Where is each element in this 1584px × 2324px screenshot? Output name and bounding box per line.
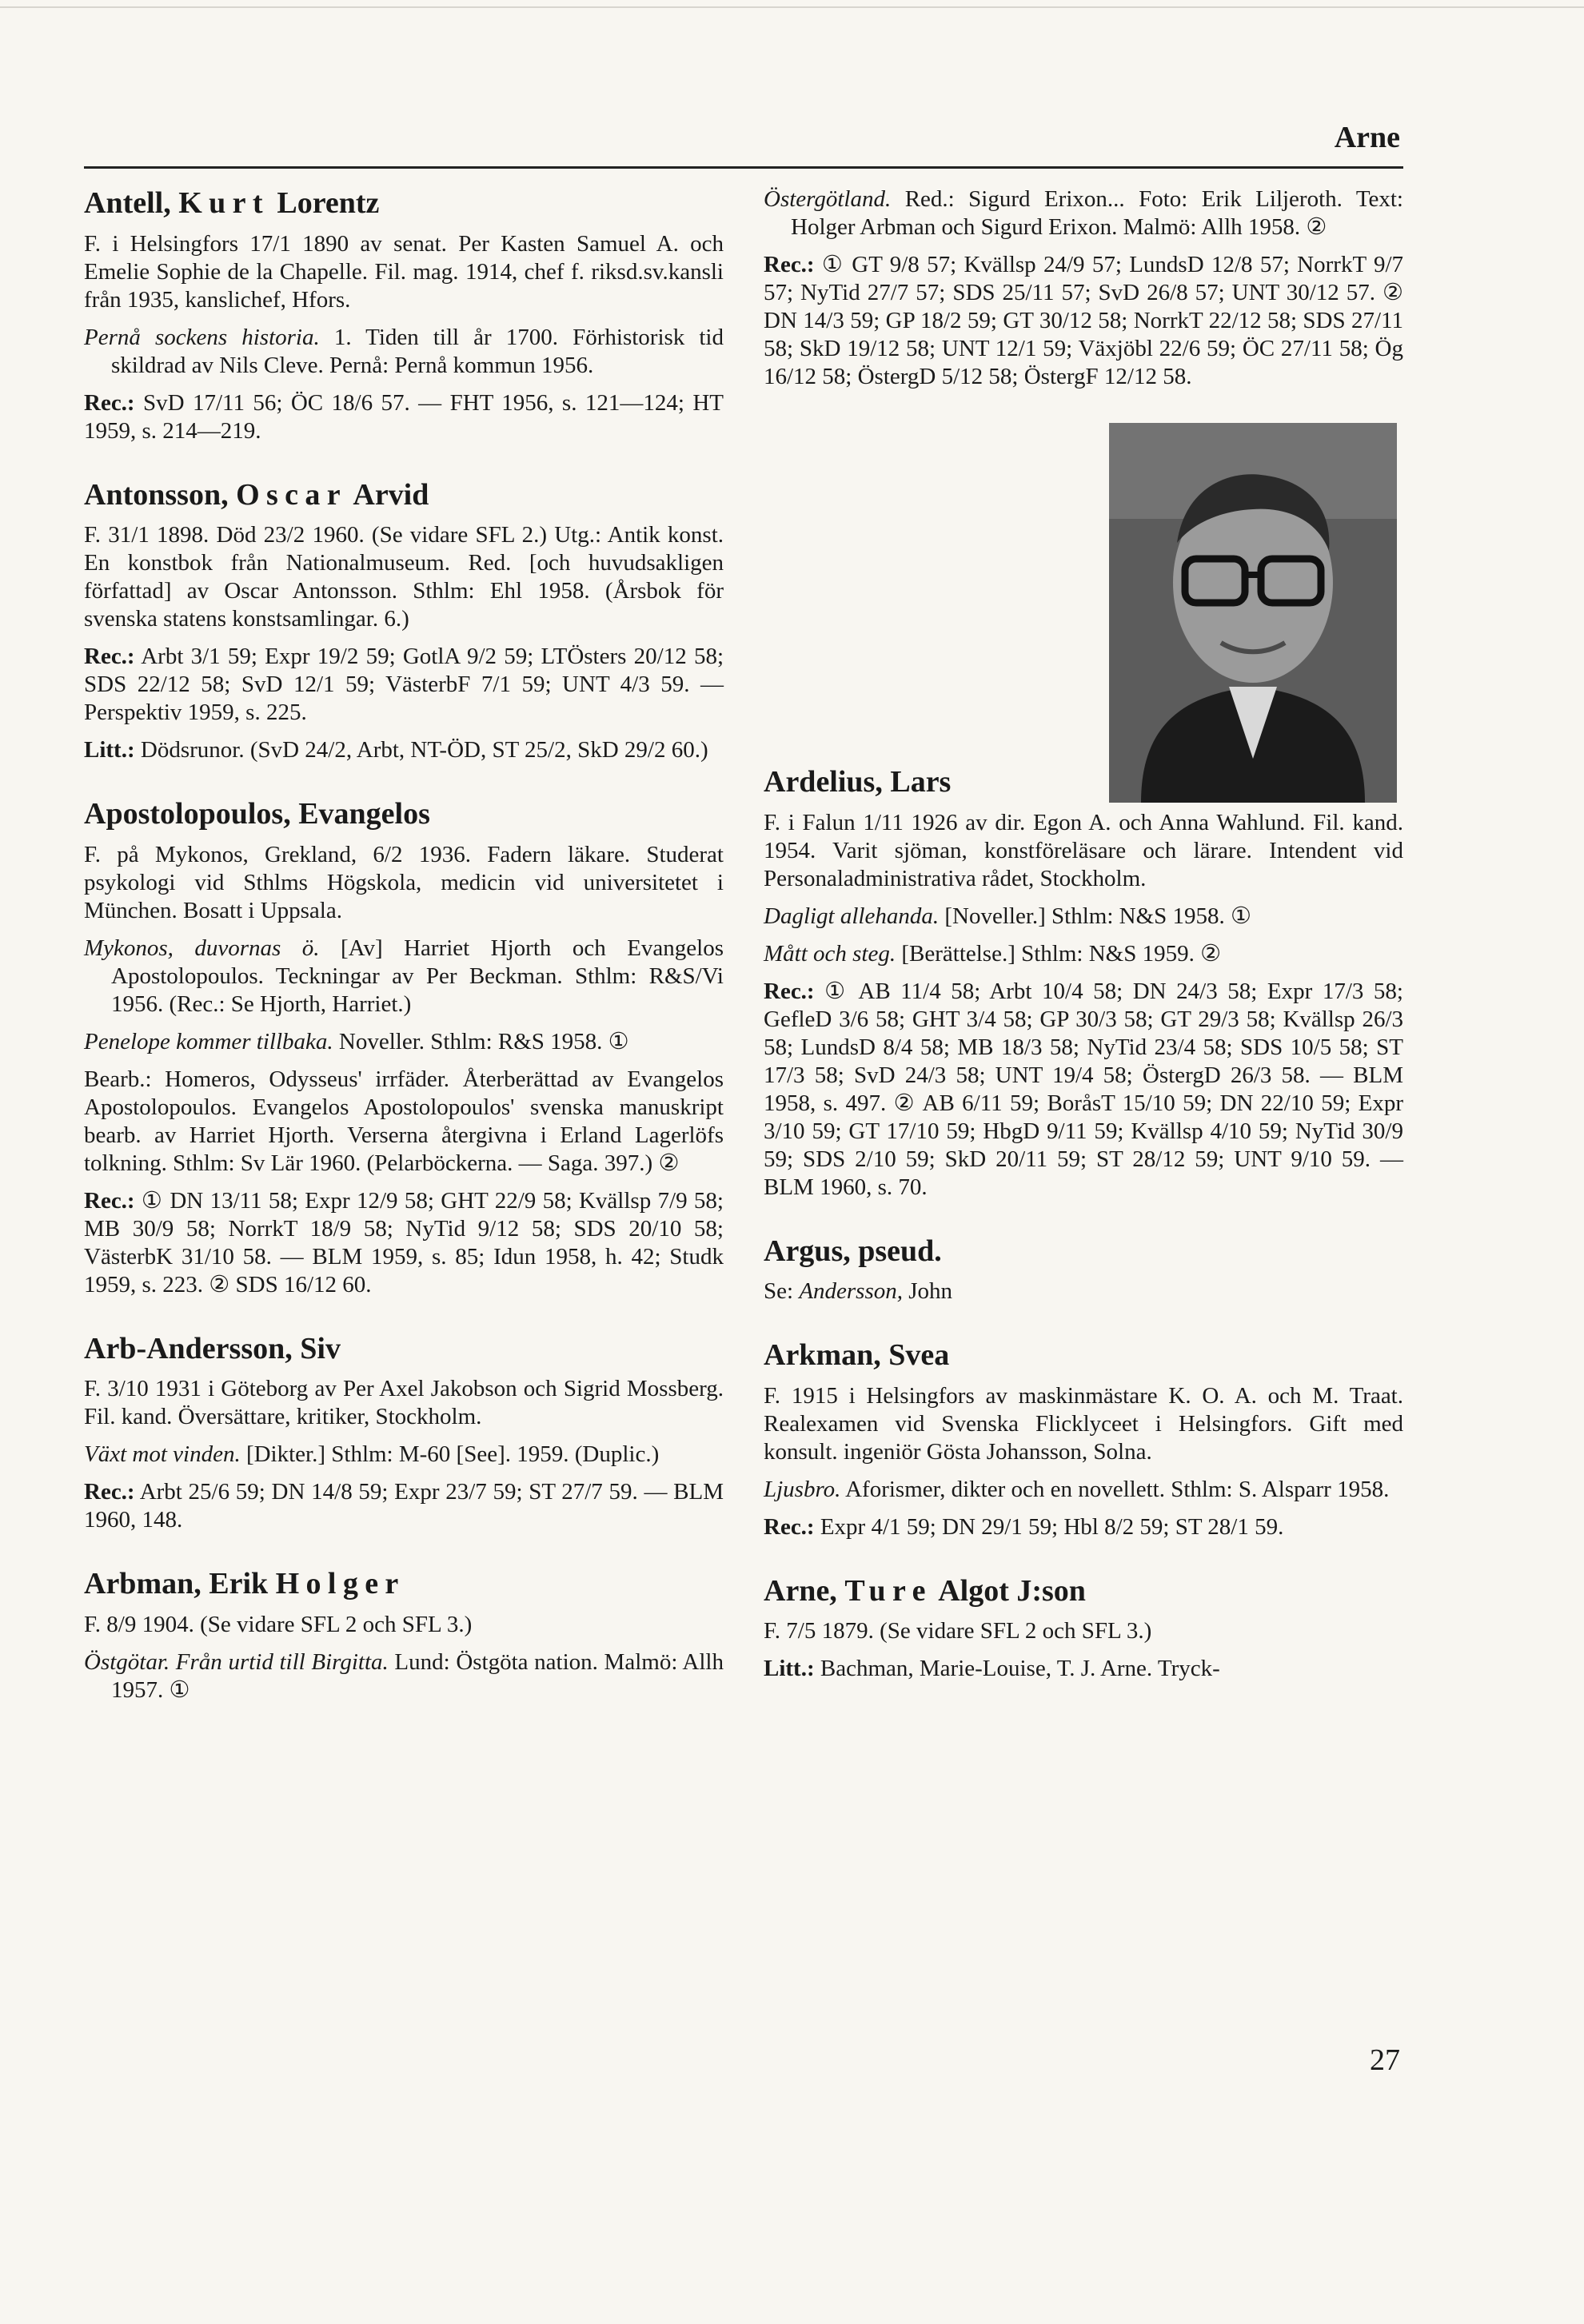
entry-text: Red.: Sigurd Erixon... Foto: Erik Liljeroth. Text: Holger Arbman och Sigurd Erixon. Malmö: Allh 1958. ② <box>791 186 1403 240</box>
entry-text: [Av] Harriet Hjorth och Evangelos Apostolopoulos. Teckningar av Per Beckman. Sthlm: R&S/Vi 1956. (Rec.: Se Hjorth, Harriet.) <box>111 935 724 1017</box>
entry-name-part: Oscar <box>236 477 347 512</box>
entry-text: Expr 4/1 59; DN 29/1 59; Hbl 8/2 59; ST 28/1 59. <box>814 1513 1284 1540</box>
entry-paragraph <box>84 1066 724 1178</box>
entry-name-part: Ardelius, Lars <box>764 765 952 799</box>
entry-text: ① AB 11/4 58; Arbt 10/4 58; DN 24/3 58; Expr 17/3 58; GefleD 3/6 58; GHT 3/4 58; GP 30/3 58; GT 29/3 58; Kvällsp 26/3 58; LundsD 8/4 58; MB 18/3 58; NyTid 23/4 58; SDS 10/5 58; ST 17/3 58; SvD 24/3 58; UNT 19/4 58; ÖstergD 26/3 58. — BLM 1958, s. 497. ② AB 6/11 59; BoråsT 15/10 59; DN 22/10 59; Expr 3/10 59; GT 17/10 59; HbgD 9/11 59; Kvällsp 4/10 59; NyTid 30/9 59; SDS 2/10 59; SkD 20/11 59; ST 28/12 59; UNT 9/10 59. — BLM 1960, s. 70. <box>764 978 1403 1200</box>
work-title: Ljusbro. <box>764 1476 841 1502</box>
entry-paragraph <box>84 935 724 1018</box>
right-column <box>764 185 1403 1715</box>
section-label: Rec.: <box>764 978 815 1004</box>
entry-text: F. 31/1 1898. Död 23/2 1960. (Se vidare SFL 2.) Utg.: Antik konst. En konstbok från Nationalmuseum. Red. [och huvudsakligen författad] av Oscar Antonsson. Sthlm: Ehl 1958. (Årsbok för svenska statens konstsamlingar. 6.) <box>84 522 724 632</box>
work-title: Mykonos, duvornas ö. <box>84 935 320 961</box>
entry-text: F. på Mykonos, Grekland, 6/2 1936. Fadern läkare. Studerat psykologi vid Sthlms Högskola, medicin vid universitetet i München. Bosatt i Uppsala. <box>84 841 724 923</box>
entry-paragraph <box>84 643 724 727</box>
section-label: Rec.: <box>84 644 135 670</box>
section-label: Rec.: <box>84 1187 135 1214</box>
entry-name <box>84 477 724 514</box>
entry-text: Bachman, Marie-Louise, T. J. Arne. Tryck- <box>814 1656 1220 1682</box>
work-title: Växt mot vinden. <box>84 1441 241 1468</box>
section-label: Litt.: <box>84 737 135 763</box>
entry-text: 1. Tiden till år 1700. Förhistorisk tid skildrad av Nils Cleve. Pernå: Pernå kommun 1956. <box>111 324 724 378</box>
section-label: Rec.: <box>84 389 135 416</box>
entry-name <box>84 185 724 222</box>
work-title: Östgötar. Från urtid till Birgitta. <box>84 1648 389 1675</box>
entry-paragraph <box>84 389 724 445</box>
left-column <box>84 185 724 1736</box>
page-top-edge <box>0 6 1584 8</box>
entry-text: F. i Falun 1/11 1926 av dir. Egon A. och Anna Wahlund. Fil. kand. 1954. Varit sjöman, konstföreläsare och lärare. Intendent vid Personaladministrativa rådet, Stockholm. <box>764 809 1403 891</box>
entry-paragraph <box>84 1375 724 1431</box>
entry-text: F. 3/10 1931 i Göteborg av Per Axel Jakobson och Sigrid Mossberg. Fil. kand. Översättare, kritiker, Stockholm. <box>84 1376 724 1430</box>
entry-text: F. 8/9 1904. (Se vidare SFL 2 och SFL 3.) <box>84 1611 473 1637</box>
bibliography-entry <box>764 1573 1403 1684</box>
entry-name-part: Argus, pseud. <box>764 1234 942 1268</box>
work-title: Dagligt allehanda. <box>764 903 940 929</box>
entry-paragraph <box>84 1611 724 1639</box>
entry-paragraph <box>764 185 1403 241</box>
entry-paragraph <box>84 521 724 633</box>
entry-paragraph <box>84 1478 724 1534</box>
entry-name-part: Lorentz <box>269 186 380 220</box>
section-label: Litt.: <box>764 1656 815 1682</box>
work-title: Penelope kommer tillbaka. <box>84 1028 333 1054</box>
bibliography-entry <box>84 1566 724 1704</box>
entry-name <box>764 1337 1403 1374</box>
entry-name-part: Arne, <box>764 1573 845 1608</box>
bibliography-entry <box>84 1331 724 1535</box>
running-head: Arne <box>1334 121 1400 154</box>
entry-paragraph <box>84 736 724 764</box>
entry-text: ① GT 9/8 57; Kvällsp 24/9 57; LundsD 12/8 57; NorrkT 9/7 57; NyTid 27/7 57; SDS 25/11 57; SvD 26/8 57; UNT 30/12 57. ② DN 14/3 59; GP 18/2 59; GT 30/12 58; NorrkT 22/12 58; SDS 27/11 58; SkD 19/12 58; UNT 12/1 59; Växjöbl 22/6 59; ÖC 27/11 58; Ög 16/12 58; ÖstergD 5/12 58; ÖstergF 12/12 58. <box>764 252 1403 389</box>
entry-name-part: Kurt <box>178 186 269 220</box>
entry-text: ① DN 13/11 58; Expr 12/9 58; GHT 22/9 58; Kvällsp 7/9 58; MB 30/9 58; NorrkT 18/9 58; NyTid 9/12 58; SDS 20/10 58; VästerbK 31/10 58. — BLM 1959, s. 85; Idun 1958, h. 42; Studk 1959, s. 223. ② SDS 16/12 60. <box>84 1187 724 1298</box>
entry-paragraph <box>84 230 724 314</box>
entry-paragraph <box>764 251 1403 391</box>
entry-text: Dödsrunor. (SvD 24/2, Arbt, NT-ÖD, ST 25/2, SkD 29/2 60.) <box>134 737 708 763</box>
entry-text: Noveller. Sthlm: R&S 1958. ① <box>333 1028 629 1054</box>
section-label: Rec.: <box>764 1513 815 1540</box>
entry-name-part: Arbman, Erik <box>84 1567 276 1601</box>
right-column-continuation <box>764 185 1403 391</box>
entry-paragraph <box>84 1648 724 1704</box>
entry-name-part: Algot J:son <box>932 1573 1086 1608</box>
entry-name-part: Apostolopoulos, Evangelos <box>84 797 430 831</box>
entry-text: Se: <box>764 1278 800 1305</box>
entry-text: SvD 17/11 56; ÖC 18/6 57. — FHT 1956, s. 121—124; HT 1959, s. 214—219. <box>84 389 724 444</box>
bibliography-entry <box>764 185 1403 391</box>
entry-paragraph <box>764 1382 1403 1466</box>
entry-name-part: Holger <box>275 1567 405 1601</box>
entry-name-part: Arb-Andersson, Siv <box>84 1331 341 1365</box>
page-number: 27 <box>1370 2043 1400 2077</box>
entry-text: Bearb.: Homeros, Odysseus' irrfäder. Återberättad av Evangelos Apostolopoulos. Evangelos Apostolopoulos' svenska manuskript bearb. av Harriet Hjorth. Verserna återgivna i Erland Lagerlöfs tolkning. Sthlm: Sv Lär 1960. (Pelarböckerna. — Saga. 397.) ② <box>84 1066 724 1176</box>
entry-paragraph <box>764 1278 1403 1306</box>
entry-text: F. 7/5 1879. (Se vidare SFL 2 och SFL 3.) <box>764 1618 1152 1644</box>
entry-name-part: Arkman, Svea <box>764 1338 950 1373</box>
entry-paragraph <box>84 324 724 380</box>
entry-text: Aforismer, dikter och en novellett. Sthlm: S. Alsparr 1958. <box>840 1476 1390 1502</box>
bibliography-entry <box>764 1234 1403 1306</box>
section-label: Rec.: <box>764 252 815 277</box>
entry-paragraph <box>764 1476 1403 1504</box>
work-title: Östergötland. <box>764 186 892 212</box>
bibliography-entry <box>84 185 724 445</box>
entry-paragraph <box>764 1513 1403 1541</box>
bibliography-entry <box>764 1337 1403 1541</box>
author-portrait-photo <box>1109 423 1397 803</box>
bibliography-entry <box>84 796 724 1299</box>
work-title: Pernå sockens historia. <box>84 324 320 350</box>
right-column-entries <box>764 764 1403 1683</box>
entry-paragraph <box>84 841 724 925</box>
entry-paragraph <box>764 978 1403 1202</box>
entry-paragraph <box>764 1617 1403 1645</box>
bibliography-entry <box>764 764 1403 1202</box>
entry-name <box>84 796 724 833</box>
header-rule <box>84 166 1403 169</box>
entry-paragraph <box>764 809 1403 893</box>
entry-text: F. 1915 i Helsingfors av maskinmästare K. O. A. och M. Traat. Realexamen vid Svenska Flicklyceet i Helsingfors. Gift med konsult. ingeniör Gösta Johansson, Solna. <box>764 1382 1403 1465</box>
work-title: Andersson, <box>799 1278 904 1305</box>
entry-name-part: Arvid <box>346 477 429 512</box>
entry-text: Arbt 25/6 59; DN 14/8 59; Expr 23/7 59; ST 27/7 59. — BLM 1960, 148. <box>84 1479 724 1533</box>
entry-paragraph <box>84 1187 724 1299</box>
entry-name <box>764 1234 1403 1270</box>
entry-name-part: Antonsson, <box>84 477 237 512</box>
entry-name-part: Antell, <box>84 186 179 220</box>
bibliography-entry <box>84 477 724 765</box>
entry-name <box>84 1566 724 1603</box>
entry-name-part: Ture <box>844 1573 932 1608</box>
entry-name <box>84 1331 724 1368</box>
entry-text: F. i Helsingfors 17/1 1890 av senat. Per Kasten Samuel A. och Emelie Sophie de la Chapelle. Fil. mag. 1914, chef f. riksd.sv.kansli från 1935, kanslichef, Hfors. <box>84 230 724 313</box>
entry-paragraph <box>764 903 1403 931</box>
entry-name <box>764 1573 1403 1610</box>
entry-text: [Berättelse.] Sthlm: N&S 1959. ② <box>896 940 1222 967</box>
work-title: Mått och steg. <box>764 940 896 967</box>
entry-text: Lund: Östgöta nation. Malmö: Allh 1957. ① <box>111 1648 724 1703</box>
entry-paragraph <box>764 940 1403 968</box>
section-label: Rec.: <box>84 1479 135 1505</box>
entry-text: [Dikter.] Sthlm: M-60 [See]. 1959. (Duplic.) <box>240 1441 660 1468</box>
entry-text: John <box>903 1278 953 1305</box>
entry-paragraph <box>764 1655 1403 1683</box>
entry-text: [Noveller.] Sthlm: N&S 1958. ① <box>939 903 1252 929</box>
entry-paragraph <box>84 1028 724 1056</box>
entry-paragraph <box>84 1441 724 1469</box>
entry-text: Arbt 3/1 59; Expr 19/2 59; GotlA 9/2 59; LTÖsters 20/12 58; SDS 22/12 58; SvD 12/1 59; VästerbF 7/1 59; UNT 4/3 59. — Perspektiv 1959, s. 225. <box>84 644 724 726</box>
